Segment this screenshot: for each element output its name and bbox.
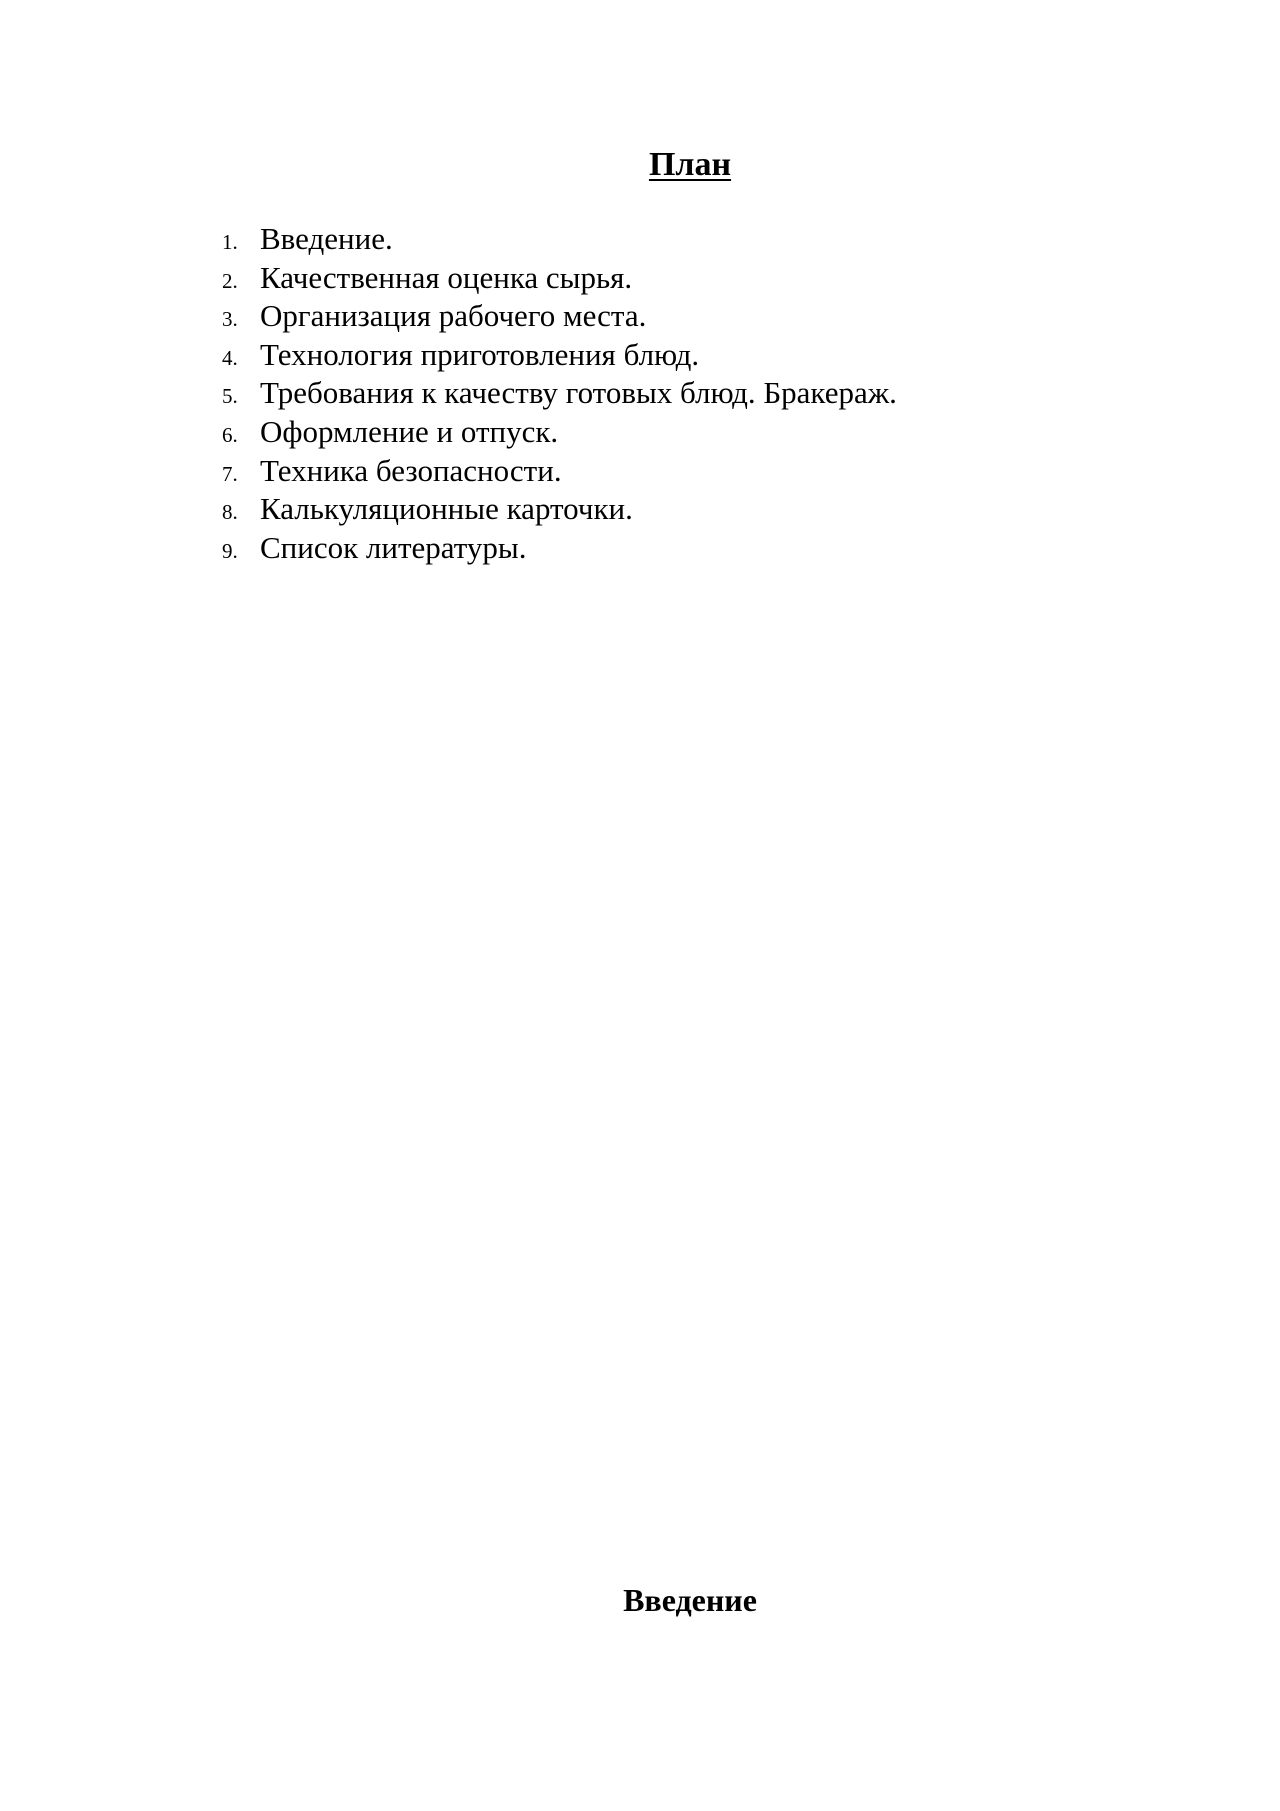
- plan-list-item: [210, 374, 897, 413]
- plan-list-item: [210, 413, 897, 452]
- introduction-heading: Введение: [623, 1582, 757, 1618]
- plan-item-text: Организация рабочего места.: [260, 298, 647, 334]
- plan-item-text: Качественная оценка сырья.: [260, 259, 633, 295]
- plan-list-item: [210, 452, 897, 491]
- plan-item-number: 4.: [222, 345, 238, 370]
- plan-item-text: Техника безопасности.: [260, 452, 562, 488]
- plan-item-number: 3.: [222, 307, 238, 332]
- plan-item-number: 1.: [222, 230, 238, 254]
- plan-item-text: Технология приготовления блюд.: [260, 336, 700, 372]
- plan-list-item: [210, 336, 897, 375]
- plan-item-number: 7.: [222, 461, 238, 486]
- plan-item-text: Введение.: [260, 221, 393, 256]
- plan-list-item: [210, 220, 897, 259]
- plan-item-text: Требования к качеству готовых блюд. Бракераж.: [260, 375, 897, 411]
- plan-item-number: 2.: [222, 268, 238, 293]
- plan-list-item: [210, 490, 897, 529]
- plan-item-number: 8.: [222, 500, 238, 525]
- plan-title: План: [648, 146, 732, 183]
- plan-list-item: [210, 259, 897, 298]
- plan-list-item: [210, 297, 897, 336]
- plan-item-text: Оформление и отпуск.: [260, 413, 559, 449]
- plan-item-number: 9.: [222, 538, 238, 563]
- plan-list-item: [210, 529, 897, 568]
- plan-item-text: Калькуляционные карточки.: [260, 491, 633, 527]
- plan-item-text: Список литературы.: [260, 529, 527, 565]
- plan-item-number: 5.: [222, 384, 238, 409]
- plan-item-number: 6.: [222, 422, 238, 447]
- plan-list: [210, 220, 897, 567]
